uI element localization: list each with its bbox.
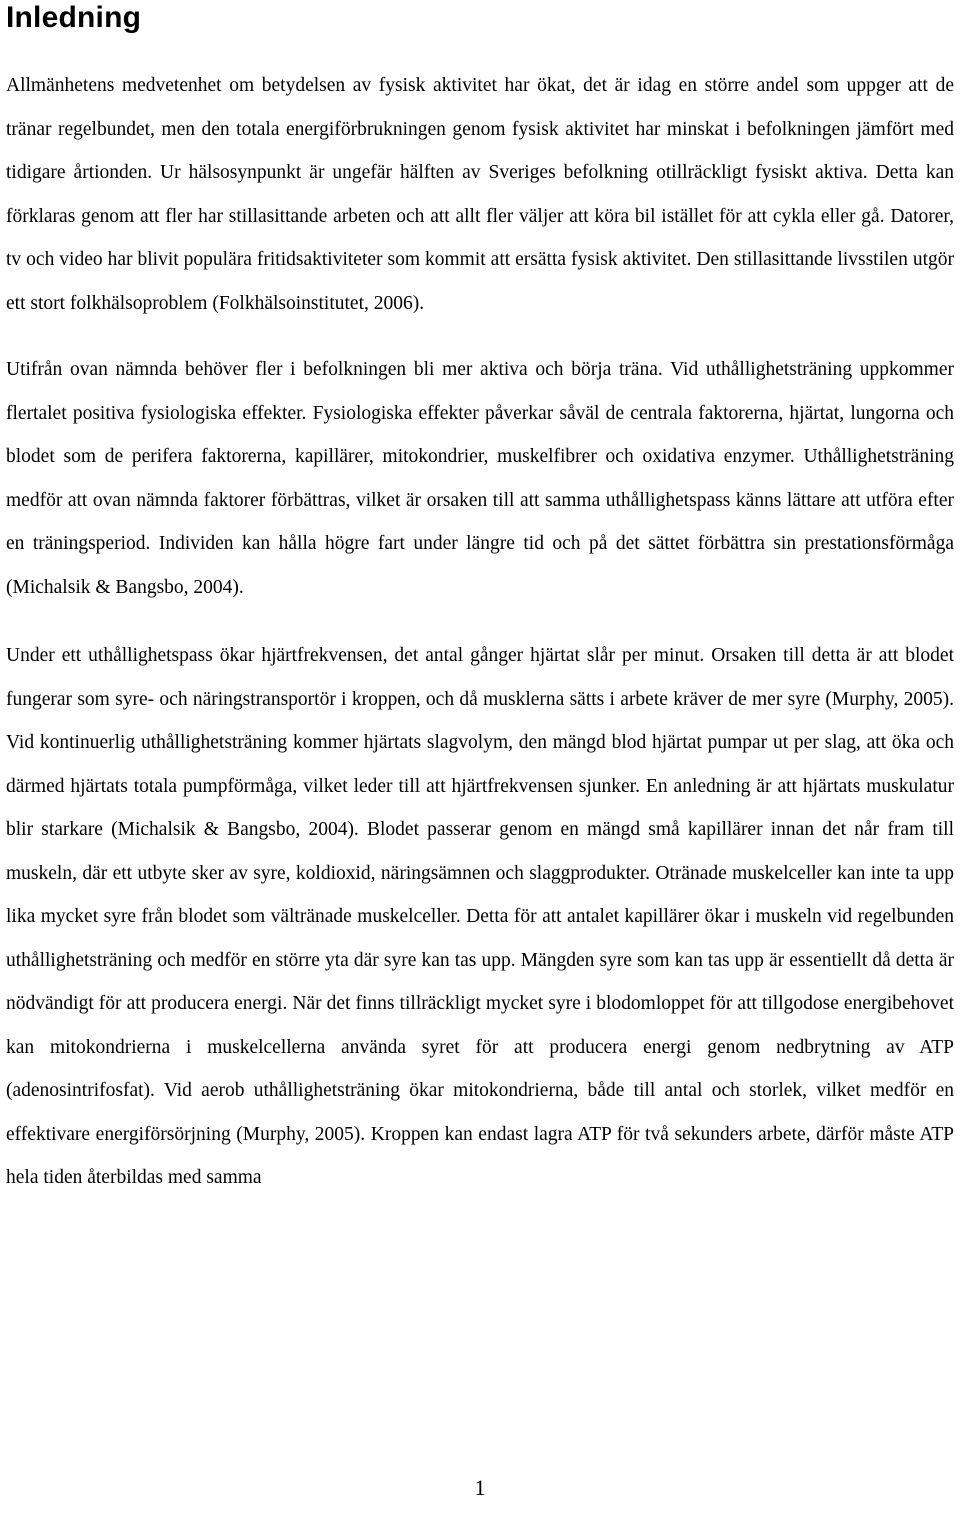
paragraph-intro: Allmänhetens medvetenhet om betydelsen av fysisk aktivitet har ökat, det är idag en större andel som uppger att de tränar regelbundet, men den totala energiförbrukningen genom fysisk aktivitet har minskat i befolkningen jämfört med tidigare årtionden. Ur hälsosynpunkt är ungefär hälften av Sveriges befolkning otillräckligt fysiskt aktiva. Detta kan förklaras genom att fler har stillasittande arbeten och att allt fler väljer att köra bil istället för att cykla eller gå. Datorer, tv och video har blivit populära fritidsaktiviteter som kommit att ersätta fysisk aktivitet. Den stillasittande livsstilen utgör ett stort folkhälsoproblem (Folkhälsoinstitutet, 2006).: [6, 75, 954, 314]
page-number: 1: [474, 1475, 486, 1500]
paragraph-heart-rate: Under ett uthållighetspass ökar hjärtfrekvensen, det antal gånger hjärtat slår per minut. Orsaken till detta är att blodet fungerar som syre- och näringstransportör i kroppen, och då musklerna sätts i arbete kräver de mer syre (Murphy, 2005). Vid kontinuerlig uthållighetsträning kommer hjärtats slagvolym, den mängd blod hjärtat pumpar ut per slag, att öka och därmed hjärtats totala pumpförmåga, vilket leder till att hjärtfrekvensen sjunker. En anledning är att hjärtats muskulatur blir starkare (Michalsik & Bangsbo, 2004). Blodet passerar genom en mängd små kapillärer innan det når fram till muskeln, där ett utbyte sker av syre, koldioxid, näringsämnen och slaggprodukter. Otränade muskelceller kan inte ta upp lika mycket syre från blodet som vältränade muskelceller. Detta för att antalet kapillärer ökar i muskeln vid regelbunden uthållighetsträning och medför en större yta där syre kan tas upp. Mängden syre som kan tas upp är essentiellt då detta är nödvändigt för att producera energi. När det finns tillräckligt mycket syre i blodomloppet för att tillgodose energibehovet kan mitokondrierna i muskelcellerna använda syret för att producera energi genom nedbrytning av ATP (adenosintrifosfat). Vid aerob uthållighetsträning ökar mitokondrierna, både till antal och storlek, vilket medför en effektivare energiförsörjning (Murphy, 2005). Kroppen kan endast lagra ATP för två sekunders arbete, därför måste ATP hela tiden återbildas med samma: [6, 645, 954, 1188]
section-heading: Inledning: [6, 1, 142, 34]
paragraph-endurance-effects: Utifrån ovan nämnda behöver fler i befolkningen bli mer aktiva och börja träna. Vid uthållighetsträning uppkommer flertalet positiva fysiologiska effekter. Fysiologiska effekter påverkar såväl de centrala faktorerna, hjärtat, lungorna och blodet som de perifera faktorerna, kapillärer, mitokondrier, muskelfibrer och oxidativa enzymer. Uthållighetsträning medför att ovan nämnda faktorer förbättras, vilket är orsaken till att samma uthållighetspass känns lättare att utföra efter en träningsperiod. Individen kan hålla högre fart under längre tid och på det sättet förbättra sin prestationsförmåga (Michalsik & Bangsbo, 2004).: [6, 359, 954, 598]
